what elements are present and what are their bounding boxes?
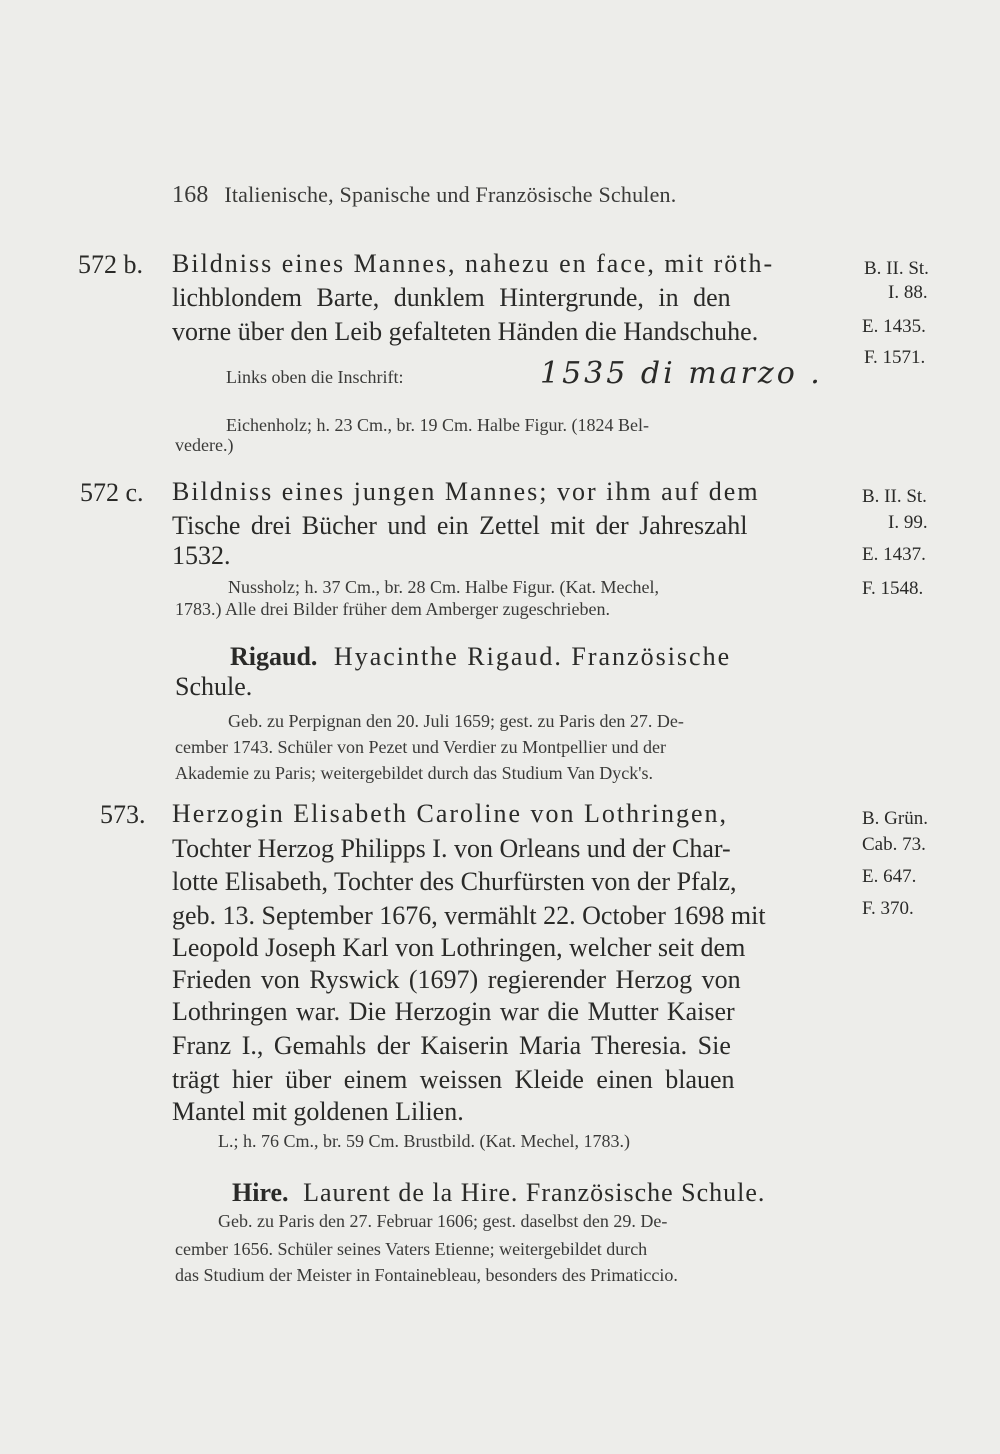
inscription-label: Links oben die Inschrift: xyxy=(226,367,404,387)
artist-name: Hire. xyxy=(232,1178,289,1207)
entry-number: 572 c. xyxy=(80,478,144,507)
reference: I. 88. xyxy=(888,282,928,303)
entry-text-line: lotte Elisabeth, Tochter des Churfürsten von der Pfalz, xyxy=(172,867,737,896)
reference: I. 99. xyxy=(888,512,928,533)
entry-text-line: vorne über den Leib gefalteten Händen die Handschuhe. xyxy=(172,317,759,346)
entry-text-line: Frieden von Ryswick (1697) regierender Herzog von xyxy=(172,965,741,994)
entry-text-line: Lothringen war. Die Herzogin war die Mutter Kaiser xyxy=(172,997,735,1026)
reference: Cab. 73. xyxy=(862,834,926,855)
entry-note-line: 1783.) Alle drei Bilder früher dem Amberger zugeschrieben. xyxy=(175,599,611,619)
artist-full-name: Hyacinthe Rigaud. Französische xyxy=(333,642,732,671)
artist-heading-cont: Schule. xyxy=(175,672,253,701)
inscription: 1535 di marzo . xyxy=(540,356,823,391)
reference: B. II. St. xyxy=(864,258,929,279)
entry-note-line: L.; h. 76 Cm., br. 59 Cm. Brustbild. (Kat. Mechel, 1783.) xyxy=(218,1131,630,1151)
reference: E. 1435. xyxy=(862,316,926,337)
entry-text-line: Tochter Herzog Philipps I. von Orleans und der Char- xyxy=(172,834,731,863)
artist-bio-line: cember 1656. Schüler seines Vaters Etienne; weitergebildet durch xyxy=(175,1239,648,1259)
entry-text-line: Tische drei Bücher und ein Zettel mit der Jahreszahl xyxy=(172,511,748,540)
entry-number: 573. xyxy=(100,800,146,829)
entry-note-line: Eichenholz; h. 23 Cm., br. 19 Cm. Halbe Figur. (1824 Bel- xyxy=(226,415,649,435)
entry-text-line: 1532. xyxy=(172,541,231,570)
artist-bio-line: Geb. zu Perpignan den 20. Juli 1659; gest. zu Paris den 27. De- xyxy=(228,711,684,731)
entry-text-line: Bildniss eines jungen Mannes; vor ihm auf dem xyxy=(172,477,760,506)
entry-text-line: trägt hier über einem weissen Kleide einen blauen xyxy=(172,1065,735,1094)
entry-text-line: Bildniss eines Mannes, nahezu en face, mit röth- xyxy=(172,249,775,278)
artist-heading xyxy=(230,642,731,672)
entry-note-line: Nussholz; h. 37 Cm., br. 28 Cm. Halbe Figur. (Kat. Mechel, xyxy=(228,577,659,597)
artist-full-name: Laurent de la Hire. Französische Schule. xyxy=(303,1178,766,1207)
artist-bio-line: cember 1743. Schüler von Pezet und Verdier zu Montpellier und der xyxy=(175,737,667,757)
running-title: Italienische, Spanische und Französische Schulen. xyxy=(224,182,677,207)
entry-text-line: Franz I., Gemahls der Kaiserin Maria Theresia. Sie xyxy=(172,1031,731,1060)
reference: B. II. St. xyxy=(862,486,927,507)
entry-note-line: vedere.) xyxy=(175,435,234,455)
reference: E. 647. xyxy=(862,866,917,887)
artist-bio-line: Akademie zu Paris; weitergebildet durch das Studium Van Dyck's. xyxy=(175,763,653,783)
artist-bio-line: Geb. zu Paris den 27. Februar 1606; gest. daselbst den 29. De- xyxy=(218,1211,668,1231)
reference: B. Grün. xyxy=(862,808,928,829)
artist-heading xyxy=(232,1178,765,1208)
reference: E. 1437. xyxy=(862,544,926,565)
entry-text-line: lichblondem Barte, dunklem Hintergrunde, in den xyxy=(172,283,731,312)
page-header xyxy=(172,182,676,209)
entry-text-line: Herzogin Elisabeth Caroline von Lothringen, xyxy=(172,799,729,828)
entry-number: 572 b. xyxy=(78,250,143,279)
reference: F. 1571. xyxy=(864,347,926,368)
entry-text-line: geb. 13. September 1676, vermählt 22. October 1698 mit xyxy=(172,901,766,930)
artist-name: Rigaud. xyxy=(230,642,318,671)
entry-text-line: Leopold Joseph Karl von Lothringen, welcher seit dem xyxy=(172,933,746,962)
reference: F. 1548. xyxy=(862,578,924,599)
reference: F. 370. xyxy=(862,898,914,919)
artist-bio-line: das Studium der Meister in Fontainebleau, besonders des Primaticcio. xyxy=(175,1265,678,1285)
page-number: 168 xyxy=(172,182,209,208)
entry-text-line: Mantel mit goldenen Lilien. xyxy=(172,1097,464,1126)
